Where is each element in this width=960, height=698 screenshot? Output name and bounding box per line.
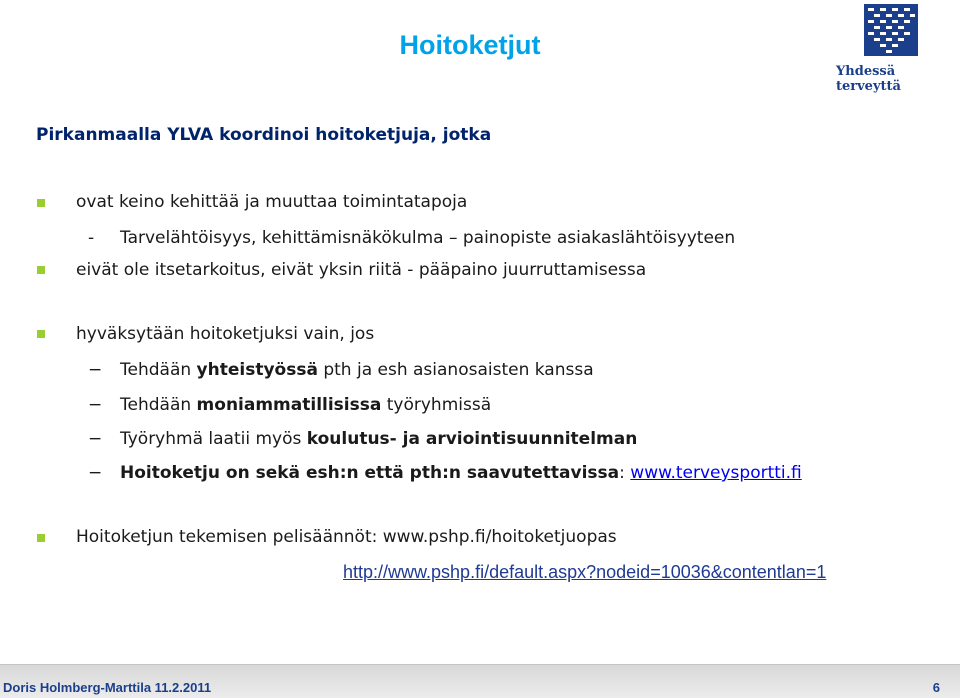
sub-item-dash: − [88, 429, 103, 449]
sub-item-dash: - [88, 228, 95, 248]
footer-author-date: Doris Holmberg-Marttila 11.2.2011 [3, 680, 212, 695]
sub-item-text: Tehdään [120, 395, 197, 415]
sub-item-text: Tehdään [120, 360, 197, 380]
sub-item-dash: − [88, 360, 103, 380]
bullet-item: hyväksytään hoitoketjuksi vain, jos [76, 324, 375, 344]
sub-item-text: : [619, 463, 631, 483]
sub-item [120, 395, 491, 415]
sub-item-emphasis: koulutus- ja arviointisuunnitelman [306, 429, 638, 449]
bullet-item: ovat keino kehittää ja muuttaa toimintatapoja [76, 192, 468, 212]
sub-item-text: Työryhmä laatii myös [120, 429, 307, 449]
hoitoketjuopas-link[interactable]: http://www.pshp.fi/default.aspx?nodeid=10036&contentlan=1 [343, 562, 827, 582]
bullet-marker [37, 266, 45, 274]
page-number: 6 [932, 680, 940, 695]
sub-item-text: työryhmissä [381, 395, 492, 415]
sub-item [120, 360, 594, 380]
sub-item: Tarvelähtöisyys, kehittämisnäkökulma – painopiste asiakaslähtöisyyteen [120, 228, 736, 248]
bullet-marker [37, 330, 45, 338]
sub-item-text: pth ja esh asianosaisten kanssa [317, 360, 594, 380]
bullet-item: Hoitoketjun tekemisen pelisäännöt: www.pshp.fi/hoitoketjuopas [76, 527, 617, 547]
sub-item-emphasis: Hoitoketju on sekä esh:n että pth:n saavutettavissa [120, 463, 620, 483]
sub-item-dash: − [88, 463, 103, 483]
bullet-item: eivät ole itsetarkoitus, eivät yksin riitä - pääpaino juurruttamisessa [76, 260, 647, 280]
bullet-marker [37, 534, 45, 542]
slide-title: Hoitoketjut [399, 30, 541, 60]
sub-item [120, 429, 637, 449]
terveysportti-link[interactable]: www.terveysportti.fi [630, 463, 802, 483]
section-heading: Pirkanmaalla YLVA koordinoi hoitoketjuja, jotka [36, 125, 492, 145]
bullet-marker [37, 199, 45, 207]
sub-item-emphasis: moniammatillisissa [196, 395, 382, 415]
sub-item-dash: − [88, 395, 103, 415]
logo-text: Yhdessä terveyttä [836, 64, 901, 94]
sub-item-emphasis: yhteistyössä [196, 360, 318, 380]
sub-item [120, 463, 802, 483]
